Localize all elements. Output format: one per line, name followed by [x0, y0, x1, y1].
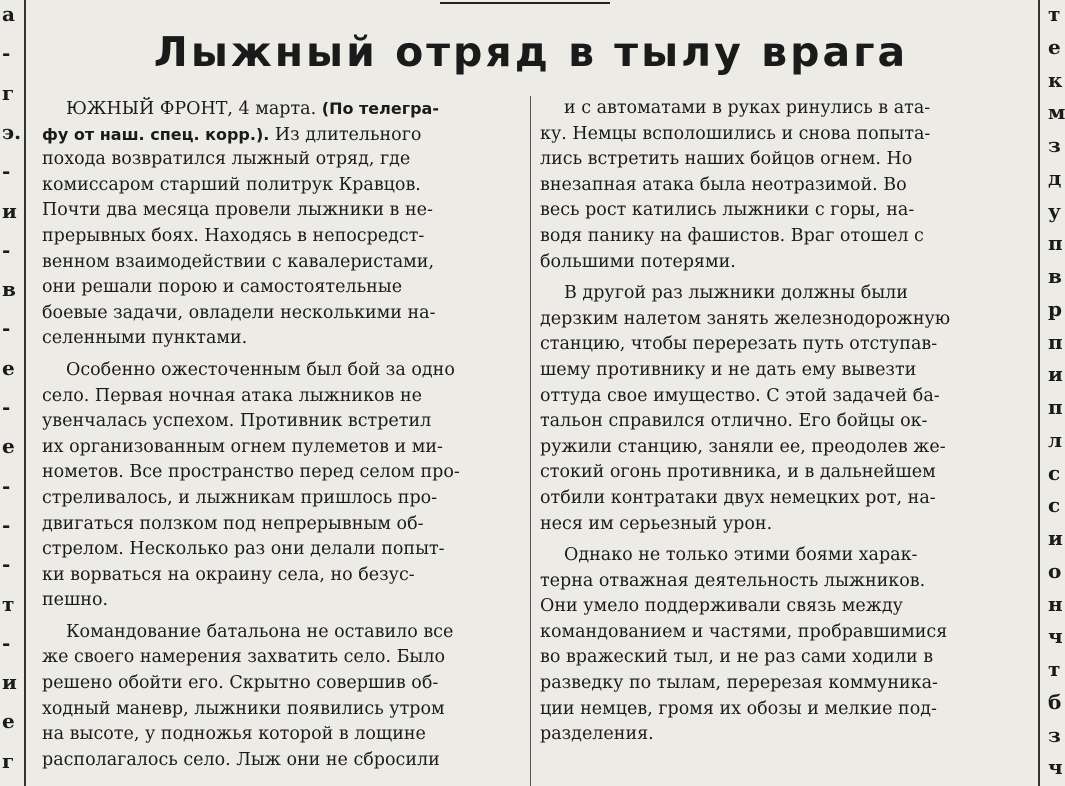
margin-fragment: - — [2, 238, 11, 262]
margin-fragment: ч — [1048, 755, 1063, 779]
margin-fragment: м — [1048, 100, 1065, 124]
article-line: Особенно ожесточенным был бой за одно — [66, 359, 455, 380]
article-line: весь рост катились лыжники с горы, на- — [540, 200, 915, 221]
margin-fragment: е — [2, 434, 15, 458]
article-line: Почти два месяца провели лыжники в не- — [42, 200, 433, 221]
article-line: во вражеский тыл, и не раз сами ходили в — [540, 647, 934, 668]
article-line: ции немцев, громя их обозы и мелкие под- — [540, 698, 937, 719]
article-line: похода возвратился лыжный отряд, где — [42, 149, 411, 170]
article-line: лись встретить наших бойцов огнем. Но — [540, 149, 913, 170]
margin-fragment: п — [1048, 330, 1063, 354]
margin-fragment: и — [1048, 362, 1063, 386]
margin-fragment: в — [1048, 264, 1062, 288]
article-line: разведку по тылам, перерезая коммуника- — [540, 673, 938, 694]
margin-fragment: и — [1048, 526, 1063, 550]
margin-fragment: г — [2, 749, 15, 773]
article-line: ку. Немцы всполошились и снова попыта- — [540, 123, 931, 144]
article-line: они решали порою и самостоятельные — [42, 277, 403, 298]
article-line: командованием и частями, пробравшимися — [540, 621, 948, 642]
margin-fragment: с — [1048, 493, 1061, 517]
margin-fragment: э. — [2, 120, 22, 144]
article-line: Командование батальона не оставило все — [66, 621, 454, 642]
margin-fragment: л — [1048, 428, 1063, 452]
article-line: селенными пунктами. — [42, 328, 248, 349]
article-line: тальон справился отлично. Его бойцы ок- — [540, 411, 928, 432]
article-line: оттуда свое имущество. С этой задачей ба- — [540, 385, 940, 406]
margin-fragment: г — [2, 81, 15, 105]
margin-fragment: з — [1048, 133, 1061, 157]
article-line: венном взаимодействии с кавалеристами, — [42, 251, 435, 272]
left-adjacent-column-fragment — [0, 0, 26, 786]
article-line: нометов. Все пространство перед селом про- — [42, 462, 460, 483]
article-column-left — [42, 96, 520, 773]
article-line: внезапная атака была неотразимой. Во — [540, 174, 907, 195]
article-line: дерзким налетом занять железнодорожную — [540, 308, 951, 329]
margin-fragment: о — [1048, 559, 1062, 583]
column-divider — [530, 96, 531, 786]
article-line: стреливалось, и лыжникам пришлось про- — [42, 487, 438, 508]
margin-fragment: ч — [1048, 624, 1063, 648]
margin-fragment: п — [1048, 395, 1063, 419]
margin-fragment: к — [1048, 68, 1063, 92]
margin-fragment: п — [1048, 231, 1063, 255]
margin-fragment: - — [2, 395, 11, 419]
margin-fragment: с — [1048, 461, 1061, 485]
article-line: большими потерями. — [540, 251, 736, 272]
margin-fragment: е — [1048, 35, 1061, 59]
margin-fragment: е — [2, 356, 15, 380]
article-line: село. Первая ночная атака лыжников не — [42, 385, 422, 406]
margin-fragment: р — [1048, 297, 1062, 321]
article-line: располагалось село. Лыж они не сбросили — [42, 749, 440, 770]
article-line: терна отважная деятельность лыжников. — [540, 570, 926, 591]
article-line: и с автоматами в руках ринулись в ата- — [564, 98, 931, 118]
article-line: ЮЖНЫЙ ФРОНТ, 4 марта. (По телегра- — [66, 99, 439, 119]
article-line: ружили станцию, заняли ее, преодолев же- — [540, 436, 946, 457]
article-line: Однако не только этими боями харак- — [564, 545, 918, 566]
margin-fragment: т — [2, 592, 15, 616]
article-line: неся им серьезный урон. — [540, 513, 773, 534]
article-line: же своего намерения захватить село. Было — [42, 647, 446, 668]
margin-fragment: е — [2, 709, 15, 733]
margin-fragment: - — [2, 513, 11, 537]
article-column-right — [540, 96, 1032, 748]
margin-fragment: - — [2, 631, 11, 655]
margin-fragment: - — [2, 41, 11, 65]
article-line: фу от наш. спец. корр.). Из длительного — [42, 124, 422, 145]
margin-fragment: - — [2, 316, 11, 340]
margin-fragment: д — [1048, 166, 1062, 190]
article-line: комиссаром старший политрук Кравцов. — [42, 174, 421, 195]
margin-fragment: - — [2, 159, 11, 183]
article-line: на высоте, у подножья которой в лощине — [42, 724, 426, 745]
margin-fragment: - — [2, 474, 11, 498]
article-line: стокий огонь противника, и в дальнейшем — [540, 462, 936, 483]
margin-fragment: и — [2, 670, 17, 694]
top-rule — [440, 2, 610, 4]
right-adjacent-column-fragment — [1038, 0, 1065, 786]
article-line: двигаться ползком под непрерывным об- — [42, 513, 424, 534]
article-headline: Лыжный отряд в тылу врага — [153, 28, 909, 76]
article-line: ходный маневр, лыжники появились утром — [42, 698, 445, 719]
article-line: стрелом. Несколько раз они делали попыт- — [42, 539, 445, 560]
article-line: прерывных боях. Находясь в непосредст- — [42, 225, 425, 246]
article-line: боевые задачи, овладели несколькими на- — [42, 302, 436, 323]
article-line: пешно. — [42, 590, 109, 611]
article-line: ки ворваться на окраину села, но безус- — [42, 564, 415, 585]
margin-fragment: з — [1048, 723, 1061, 747]
margin-fragment: б — [1048, 690, 1062, 714]
article-line: увенчалась успехом. Противник встретил — [42, 411, 432, 432]
article-line: водя панику на фашистов. Враг отошел с — [540, 225, 924, 246]
article-line: их организованным огнем пулеметов и ми- — [42, 436, 443, 457]
article-line: шему противнику и не дать ему вывезти — [540, 359, 917, 380]
margin-fragment: в — [2, 277, 16, 301]
article-line: разделения. — [540, 724, 654, 745]
margin-fragment: а — [2, 2, 15, 26]
margin-fragment: и — [2, 199, 17, 223]
article-line: станцию, чтобы перерезать путь отступав- — [540, 334, 938, 355]
margin-fragment: у — [1048, 199, 1061, 223]
article-line: В другой раз лыжники должны были — [564, 283, 908, 304]
margin-fragment: - — [2, 552, 11, 576]
article-line: решено обойти его. Скрытно совершив об- — [42, 673, 439, 694]
margin-fragment: т — [1048, 2, 1061, 26]
margin-fragment: н — [1048, 592, 1063, 616]
margin-fragment: т — [1048, 657, 1061, 681]
article-line: отбили контратаки двух немецких рот, на- — [540, 487, 936, 508]
article-line: Они умело поддерживали связь между — [540, 596, 903, 617]
